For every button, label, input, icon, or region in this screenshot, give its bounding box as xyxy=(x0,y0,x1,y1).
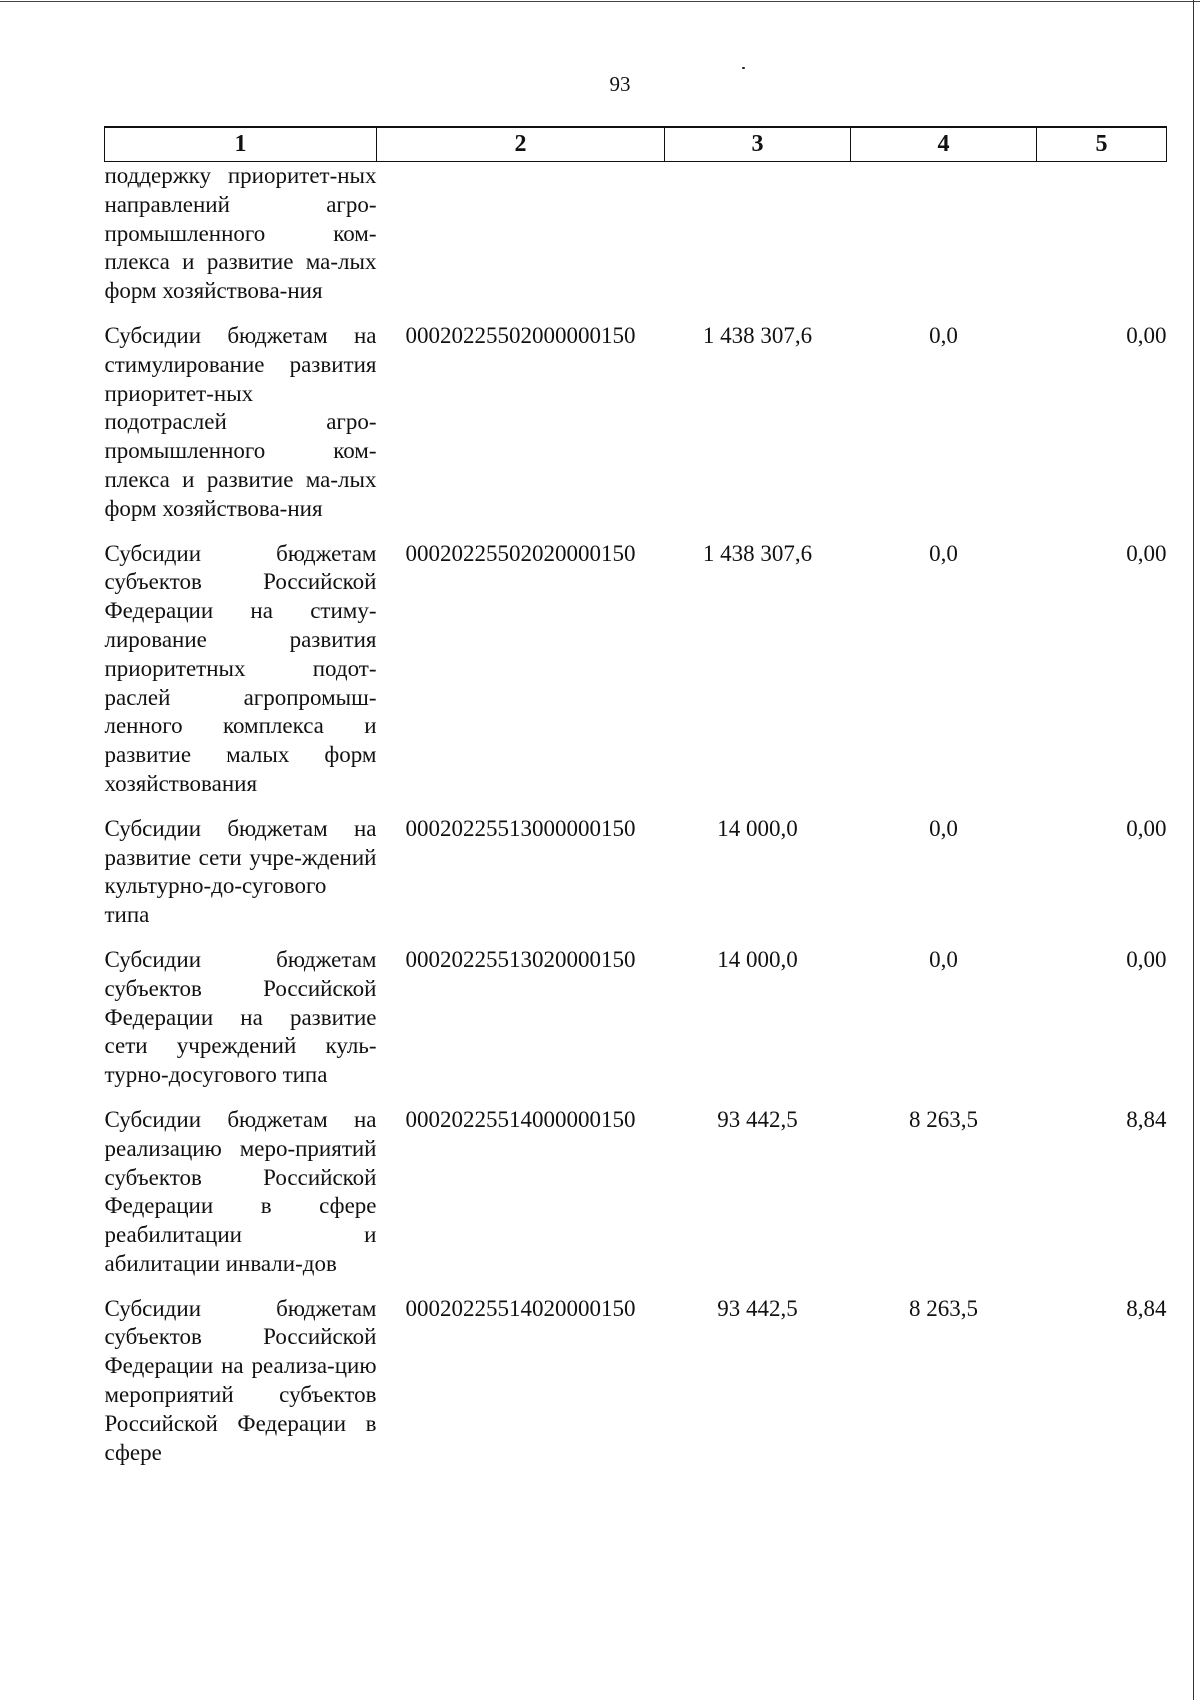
row-col3-value: 93 442,5 xyxy=(717,1106,798,1132)
row-description: Субсидии бюджетам субъектов Российской Федерации на стиму-лирование развития приоритетных подот-раслей агропромыш-ленного комплекса и развитие малых форм хозяйствования xyxy=(104,540,377,796)
row-col4-value: 0,0 xyxy=(929,540,958,566)
table-row xyxy=(105,540,1167,799)
scan-edge-right xyxy=(1193,0,1194,1700)
scan-speck xyxy=(742,67,745,69)
row-col3-value: 14 000,0 xyxy=(717,815,798,841)
table-row xyxy=(105,322,1167,524)
row-code: 00020225502020000150 xyxy=(405,540,636,566)
table-row xyxy=(105,1295,1167,1468)
row-code: 00020225514020000150 xyxy=(405,1295,636,1321)
column-header-2: 2 xyxy=(377,127,665,162)
row-code: 00020225513000000150 xyxy=(405,815,636,841)
row-description: поддержку приоритет-ных направлений агро-промышленного ком-плекса и развитие ма-лых форм хозяйствова-ния xyxy=(104,163,377,304)
row-col5-value: 0,00 xyxy=(1126,322,1167,348)
row-col5-value: 0,00 xyxy=(1126,540,1167,566)
row-col5-value: 0,00 xyxy=(1126,946,1167,972)
row-code: 00020225502000000150 xyxy=(405,322,636,348)
row-col3-value: 14 000,0 xyxy=(717,946,798,972)
column-header-3: 3 xyxy=(665,127,851,162)
row-description: Субсидии бюджетам субъектов Российской Федерации на развитие сети учреждений куль-турно-досугового типа xyxy=(104,946,377,1088)
column-header-1: 1 xyxy=(105,127,377,162)
row-col5-value: 8,84 xyxy=(1126,1106,1167,1132)
budget-table xyxy=(104,126,1167,1467)
row-description: Субсидии бюджетам субъектов Российской Федерации на реализа-цию мероприятий субъектов Российской Федерации в сфере xyxy=(104,1295,377,1465)
row-code: 00020225514000000150 xyxy=(405,1106,636,1132)
table-row-continued xyxy=(105,162,1167,306)
row-col4-value: 8 263,5 xyxy=(909,1295,978,1321)
table-row xyxy=(105,1106,1167,1279)
row-col4-value: 0,0 xyxy=(929,322,958,348)
table-row xyxy=(105,815,1167,930)
row-col4-value: 0,0 xyxy=(929,815,958,841)
page-number: 93 xyxy=(609,72,631,96)
column-header-4: 4 xyxy=(851,127,1037,162)
row-col5-value: 0,00 xyxy=(1126,815,1167,841)
row-col4-value: 0,0 xyxy=(929,946,958,972)
row-col5-value: 8,84 xyxy=(1126,1295,1167,1321)
row-description: Субсидии бюджетам на реализацию меро-приятий субъектов Российской Федерации в сфере реабилитации и абилитации инвали-дов xyxy=(104,1106,377,1276)
table-row xyxy=(105,946,1167,1090)
row-col4-value: 8 263,5 xyxy=(909,1106,978,1132)
row-col3-value: 1 438 307,6 xyxy=(702,322,813,348)
row-col3-value: 1 438 307,6 xyxy=(702,540,813,566)
row-description: Субсидии бюджетам на стимулирование развития приоритет-ных подотраслей агро-промышленного ком-плекса и развитие ма-лых форм хозяйствова-ния xyxy=(104,322,377,521)
header-row xyxy=(105,127,1167,162)
row-description: Субсидии бюджетам на развитие сети учре-ждений культурно-до-сугового типа xyxy=(104,815,377,928)
scan-edge-top xyxy=(0,1,1200,2)
row-col3-value: 93 442,5 xyxy=(717,1295,798,1321)
column-header-5: 5 xyxy=(1037,127,1167,162)
row-code: 00020225513020000150 xyxy=(405,946,636,972)
